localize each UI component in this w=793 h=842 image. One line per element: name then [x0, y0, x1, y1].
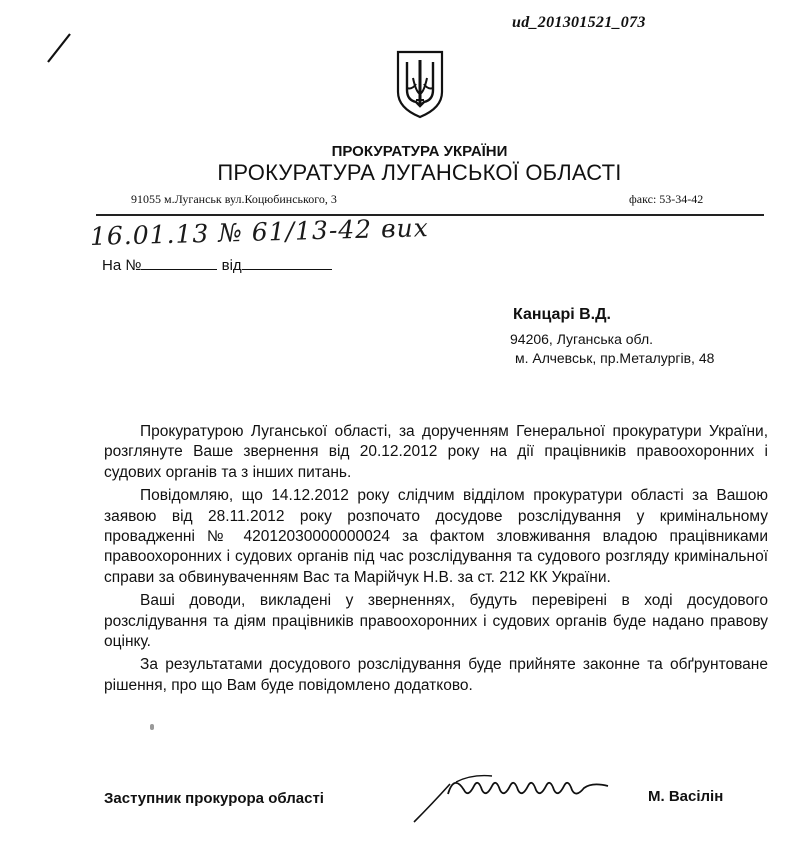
scan-mark	[42, 30, 78, 66]
org-address: 91055 м.Луганськ вул.Коцюбинського, 3	[131, 192, 337, 206]
header-rule	[96, 214, 764, 216]
na-blank	[141, 255, 217, 270]
signer-name: М. Васілін	[648, 788, 724, 805]
na-label: На №	[102, 257, 142, 274]
signature-mark	[412, 764, 632, 824]
recipient-address-line1: 94206, Луганська обл.	[510, 331, 654, 347]
body-paragraph-1: Прокуратурою Луганської області, за дорученням Генеральної прокуратури України, розглянуте Ваше звернення від 20.12.2012 року на дії працівників правоохоронних і судових органів та з інших питань.	[104, 423, 768, 481]
incoming-reference-line	[102, 255, 332, 274]
recipient-address-line2: м. Алчевськ, пр.Металургів, 48	[515, 350, 715, 366]
signer-title: Заступник прокурора області	[104, 790, 324, 807]
scan-speck	[150, 724, 154, 730]
letter-body	[104, 422, 768, 699]
body-paragraph-3: Ваші доводи, викладені у зверненнях, будуть перевірені в ході досудового розслідування та діям працівників правоохоронних і судових органів буде надано правову оцінку.	[104, 592, 768, 651]
org-parent-name: ПРОКУРАТУРА УКРАЇНИ	[331, 143, 508, 160]
document-id: ud_201301521_073	[512, 14, 646, 31]
body-paragraph-4: За результатами досудового розслідування буде прийняте законне та обґрунтоване рішення, про що Вам буде повідомлено додатково.	[104, 656, 768, 694]
vid-blank	[242, 255, 332, 270]
org-fax: факс: 53-34-42	[629, 192, 704, 206]
org-name: ПРОКУРАТУРА ЛУГАНСЬКОЇ ОБЛАСТІ	[217, 160, 622, 185]
handwritten-reference: 16.01.13 № 61/13-42 вих	[89, 213, 430, 251]
vid-label: від	[221, 257, 242, 274]
recipient-name: Канцарі В.Д.	[513, 306, 611, 323]
body-paragraph-2: Повідомляю, що 14.12.2012 року слідчим відділом прокуратури області за Вашою заявою від 28.11.2012 року розпочато досудове розслідування у кримінальному провадженні № 42012030000000024 за фактом зловживання владою працівниками правоохоронних і судових органів під час розслідування та судового розгляду кримінальної справи за обвинуваченням Вас та Марійчук Н.В. за ст. 212 КК України.	[104, 487, 768, 586]
coat-of-arms-icon	[394, 48, 446, 120]
